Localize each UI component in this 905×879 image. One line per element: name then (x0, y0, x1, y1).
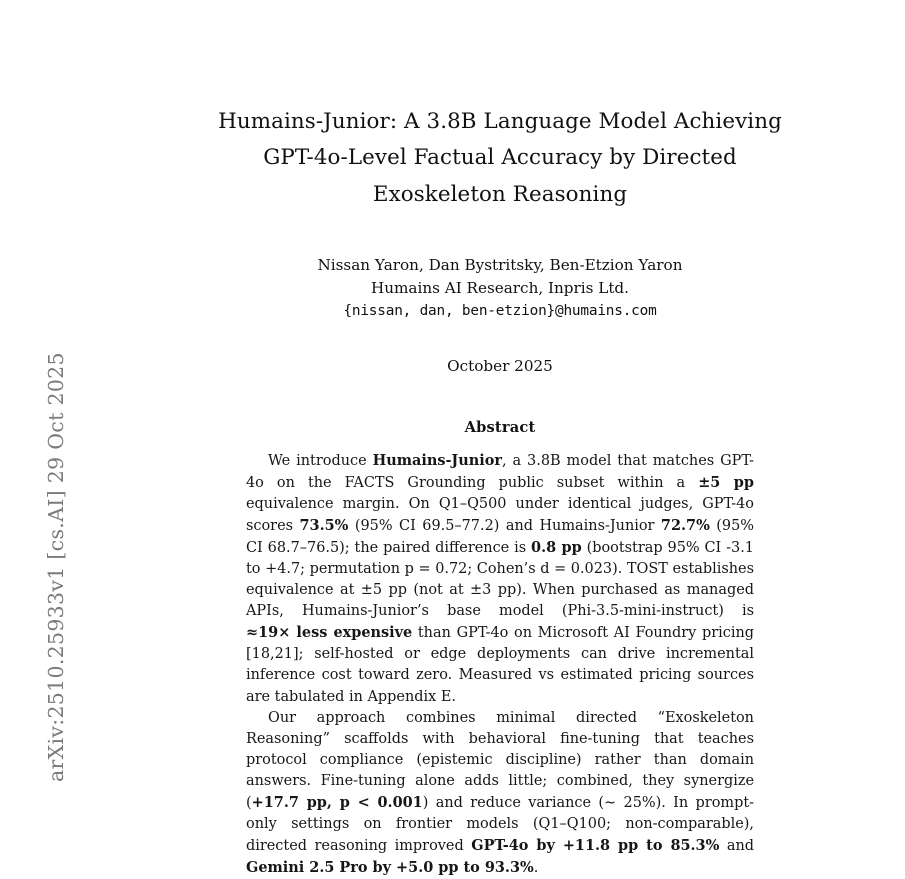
abstract-p2-bold2: GPT-4o by +11.8 pp to 85.3% (471, 836, 720, 854)
abstract-p2-seg1: Our approach combines minimal directed “Exoskeleton Reasoning” scaffolds with behavioral fine-tuning that teaches protocol compliance (epistemic discipline) rather than domain answers. Fine-tuning alone adds little; combined, they synergize ( (246, 709, 754, 811)
abstract-p1-seg1: We introduce (268, 453, 373, 469)
author-block (150, 254, 850, 323)
abstract-p1-seg3: equivalence margin. On Q1–Q500 under identical judges, GPT-4o scores (246, 496, 754, 535)
abstract-p2-seg4: . (533, 859, 539, 876)
author-names: Nissan Yaron, Dan Bystritsky, Ben-Etzion Yaron (317, 256, 683, 275)
abstract-p2-bold3: Gemini 2.5 Pro by +5.0 pp to 93.3% (246, 858, 534, 876)
abstract-p2-bold1: +17.7 pp, p < 0.001 (251, 793, 423, 811)
abstract-p1-bold2: ±5 pp (698, 474, 754, 492)
abstract-heading: Abstract (464, 419, 536, 436)
abstract-p1-seg2: , a 3.8B model that matches GPT-4o on the FACTS Grounding public subset within a (246, 453, 754, 492)
title-line-3: Exoskeleton Reasoning (372, 181, 628, 207)
abstract-p2-seg3: and (719, 837, 754, 854)
abstract-p1-seg6: (bootstrap 95% CI -3.1 to +4.7; permutation p = 0.72; Cohen’s d = 0.023). TOST establishes equivalence at ±5 pp (not at ±3 pp). When purchased as managed APIs, Humains-Junior’s base model (Phi-3.5-mini-instruct) is (246, 540, 754, 620)
publication-date: October 2025 (447, 357, 553, 375)
abstract-p1-bold6: ≈19× less expensive (246, 624, 413, 642)
abstract-p1-seg5: (95% CI 68.7–76.5); the paired difference is (246, 518, 754, 557)
arxiv-stamp (0, 0, 68, 800)
page-title (150, 0, 850, 213)
abstract-p1-bold3: 73.5% (299, 517, 349, 535)
paper-content-column (150, 0, 850, 876)
abstract-paragraph-2 (246, 708, 754, 879)
abstract-p1-seg7: than GPT-4o on Microsoft AI Foundry pricing [18,21]; self-hosted or edge deployments can drive incremental inference cost toward zero. Measured vs estimated pricing sources are tabulated in Appendix E. (246, 625, 754, 705)
abstract-p1-bold1: Humains-Junior (372, 452, 502, 469)
abstract-paragraph-1 (246, 450, 754, 708)
abstract-section (150, 419, 850, 879)
abstract-p2-seg2: ) and reduce variance (∼ 25%). In prompt-only settings on frontier models (Q1–Q100; non-comparable), directed reasoning improved (246, 794, 754, 854)
abstract-p1-bold4: 72.7% (660, 517, 710, 535)
abstract-body (246, 450, 754, 879)
title-line-2: GPT-4o-Level Factual Accuracy by Directed (263, 145, 737, 171)
arxiv-identifier-text: arXiv:2510.25933v1 [cs.AI] 29 Oct 2025 (44, 352, 68, 782)
title-line-1: Humains-Junior: A 3.8B Language Model Achieving (218, 109, 782, 134)
abstract-p1-seg4: (95% CI 69.5–77.2) and Humains-Junior (348, 518, 661, 535)
abstract-p1-bold5: 0.8 pp (531, 539, 582, 557)
author-affiliation: Humains AI Research, Inpris Ltd. (371, 278, 629, 297)
author-email: {nissan, dan, ben-etzion}@humains.com (343, 303, 657, 320)
